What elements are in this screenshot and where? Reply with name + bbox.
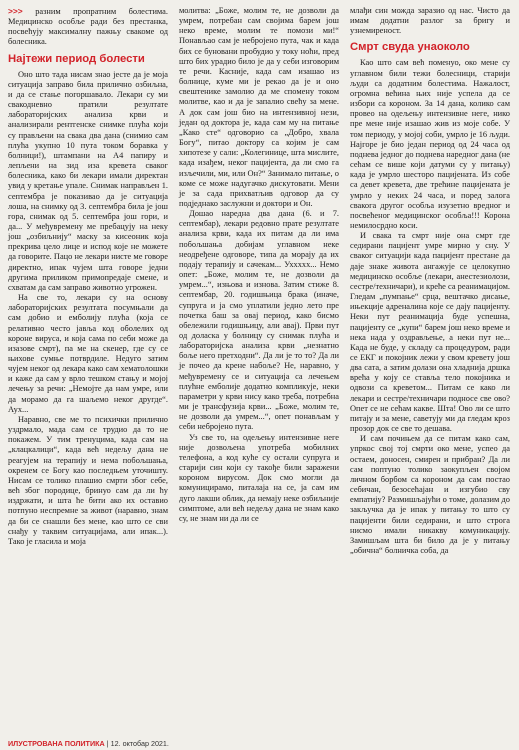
lead-text: разним пропратним болестима. Медицинско особље ради без престанка, посвећују максималну пажњу свакоме од болесника. — [8, 7, 168, 47]
body-paragraph: И свака та смрт није она смрт где седирани пацијент умре мирно у сну. У сваког ситуацији када пацијент престане да даје знаке живота ангажује се целокупно медицинско особље (лекари, анестезиолози, сестре/техничари), и креће са реанимацијом. Гледам „пумпање“ срца, вештачко дисање, ињекције адреналина које се дају пацијенту. Неки пут реанимација буде успешна, пацијенту се „купи“ барем још неко време и нека нада у оздрављење, а неки пут не... Када не буде, у складу са процедуром, ради се ЕКГ и покојник лежи у свом кревету још два сата, а затим долази она хладнија дршка врећа у коју се ставља тело покојника и одвози са креветом... Питам се како ли лекари и сестре/техничари подносе све ово? Опет се не сећам какве. Шта! Ово ли се што питају и за мене, саветују ми да гледам кроз прозор док се све то дешава. — [350, 231, 510, 434]
continuation-arrows: >>> — [8, 6, 23, 16]
body-paragraph: Као што сам већ поменуо, око мене су углавном били тежи болесници, старији људи са додатним болестима. Нажалост, огромна већина њих није успела да се избори са короном. За 14 дана, колико сам провео на одељењу интензивне неге, нико пре мене није изашао жив из моје собе. У том периоду, у мојој соби, умрло је 16 људи. Најгоре је био један период од 24 часа од подневa једног до подневa наредног дана (не сећам се више који датуми су у питању) када је умрло шестoро пацијената. Из собе са девет кревета, две трећине пацијената је умрло у нeких 24 часа, и поред залога свакога другог особља изузетно вредног и посвећеног медицинског особља!!! Корона немилосрдно коси. — [350, 58, 510, 230]
body-paragraph: На све то, лекари су на основу лабораторијских резултата посумњали да сам добио и емболију плућа (која се релативно често јавља код оболелих од короне вируса, и која сама по себи може да изазове смрт), па ме на скенер, где су се њихове сумње потврдиле. Недуго затим чујем неког од лекара како сам хематолошки и каже да сам у врло тешком стању и мојој лечењу за речи: „Немојте да нам умре, или да морамо да га шаљемо неког другде“. Аух... — [8, 293, 168, 414]
publication-name: ИЛУСТРОВАНА ПОЛИТИКА — [8, 739, 105, 748]
body-paragraph: млађи син можда заразио од нас. Чисто да имам додатни разлог за бригу и узнемиреност. — [350, 6, 510, 36]
body-paragraph: Оно што тада нисам знао јесте да је моја ситуација заправо била прилично озбиљна, и да се стање погоршавало. Лекари су ми свакодневно пратили резултате лабораторијских анализа крви и анализирали рентгенске снимке плућа који су прављени на свака два дана (снимио сам плућа укупно 10 пута током боравка у болници!), штампани на А4 папиру и лепљени на зид иза кревета сваког болесника, како би лекари имали директан увид у кретање упале. Снимак направљен 1. септембра је показивао да је ситуација лоша, на снимку од 3. септембра била је још гора, снимак од 5. септембра још гори, и да... У међувремену ме пребацују на неку још „озбиљнију“ маску за кисеоник која прекрива цело лице и испод које не можете да говорите. Пацо не лекари нисте ме говоре директно, ипак чујем шта говоре једни другима приликом примопредаје смене, и схватам да сам заправо животно угрожен. — [8, 69, 168, 292]
body-paragraph: Уз све то, на одељењу интензивне неге није дозвољена употреба мобилних телефона, а код куће су остали супруга и старији син који су такође били заражени короном вирусом. Док смо могли да комуницирамо, питалаја на се, ја сам им дуго лакши облик, да немају неке озбиљније симптоме, али већ недељу дана не знам како су, не знам ни да ли се — [179, 432, 339, 523]
body-paragraph: молитва: „Боже, молим те, не дозволи да умрем, потребан сам својима барем још неко време, молим те помози ми!“ Понављао сам је небројено пута, чак и када бих се буновани пробудио у току ноћи, пред што бих урадио било је да у себи изговорим те речи. Касније, када сам изашао из болнице, куме ми је рекао да је и оно свештенике замолио да ме спомену током молитве, као и да је запалио свећу за мене. А док сам још био на интензивној нези, један од доктора је, када сам му на питање „Како сте“ одговорио са „Добро, хвала Богу“, питао доктору са којим је сам хипотезе у сали: „Колегинице, шта мислите, када изађем, неког пацијента, да ли смо га изљечили, ми, или Он?“ Занимало питање, о коме се може надугачко дискутовати. Мени је за сада прихватљив одговор да су подједнако заслужни и доктори и Он. — [179, 6, 339, 208]
article-column-3 — [350, 6, 510, 556]
article-column-2 — [179, 6, 339, 524]
body-paragraph: Дошао наредна два дана (6. и 7. септембар), лекари редовно прате резултате анализа крви, када их питам да ли има побољшања добијам углавном неке неодређене одговоре, типа да морају да их подају терапију и сачекам... Уххххх... Немо опет: „Боже, молим те, не дозволи да умрем...“, изњова и изнова. Затим стиже 8. септембар, 20. годишњица брака (иначе, супруга и ја смо уплатили једно лето пре почетка баш за овај период, како бисмо обележили годишњицу, али авај). Први пут од доласка у болницу су снимак плућа и лабораторијска анализа крви „незнатно боље него претходни“. Да ли је то то? Да ли је почео да крене набоље? Не, наравно, у међувремену се и ситуација са лечењем плућне емболије додатно компликује, неки параметри у крви нису како треба, потребна ми је трансфузија крви... „Боже, молим те, не дозволи да умрем...“, опет понављам у себи небројено пута. — [179, 209, 339, 432]
article-column-1 — [8, 6, 168, 547]
section-heading-death-all-around: Смрт свуда унаоколо — [350, 41, 470, 54]
page-footer — [8, 739, 511, 748]
body-paragraph: И сам почињем да се питам како сам, упркос свој тој смрти око мене, успео да остаем, доносен, смирен и прибран? Да ли сам поптуно толико заокупљен својом личном борбом са короном да сам постао себичан, безосећајан и изгубио сву емпатију? Размишљајући о томе, долазим до закључка да је ипак у питању то што су пацијенти били седирани, и што строга нисмо имали никакву комуникацију. Замишљам шта би било да је у питању „обична“ болничка соба, да — [350, 434, 510, 555]
lead-paragraph — [8, 6, 168, 48]
body-paragraph: Наравно, све ме то психички прилично уздрмало, мада сам се трудио да то не покажем. У тим тренуцима, када сам на „клацкалици“, када већ недељу дана не реагујем на терапију и нема побољшања, окренем се Богу као последњем уточишту. Нисам се толико плашио смрти због себе, већ због породице, бринуо сам да ли ћу издржати, и шта ће бити ако их оставио потпуно неспремне за живот (наравно, знам да би се снашли без мене, као што се сви снађу у таквим ситуацијама, али ипак...). Тако је гласила и моја — [8, 414, 168, 546]
issue-date: 12. октобар 2021. — [110, 739, 169, 748]
section-heading-hardest-period: Најтежи период болести — [8, 52, 145, 65]
footer-separator: | — [104, 739, 111, 748]
